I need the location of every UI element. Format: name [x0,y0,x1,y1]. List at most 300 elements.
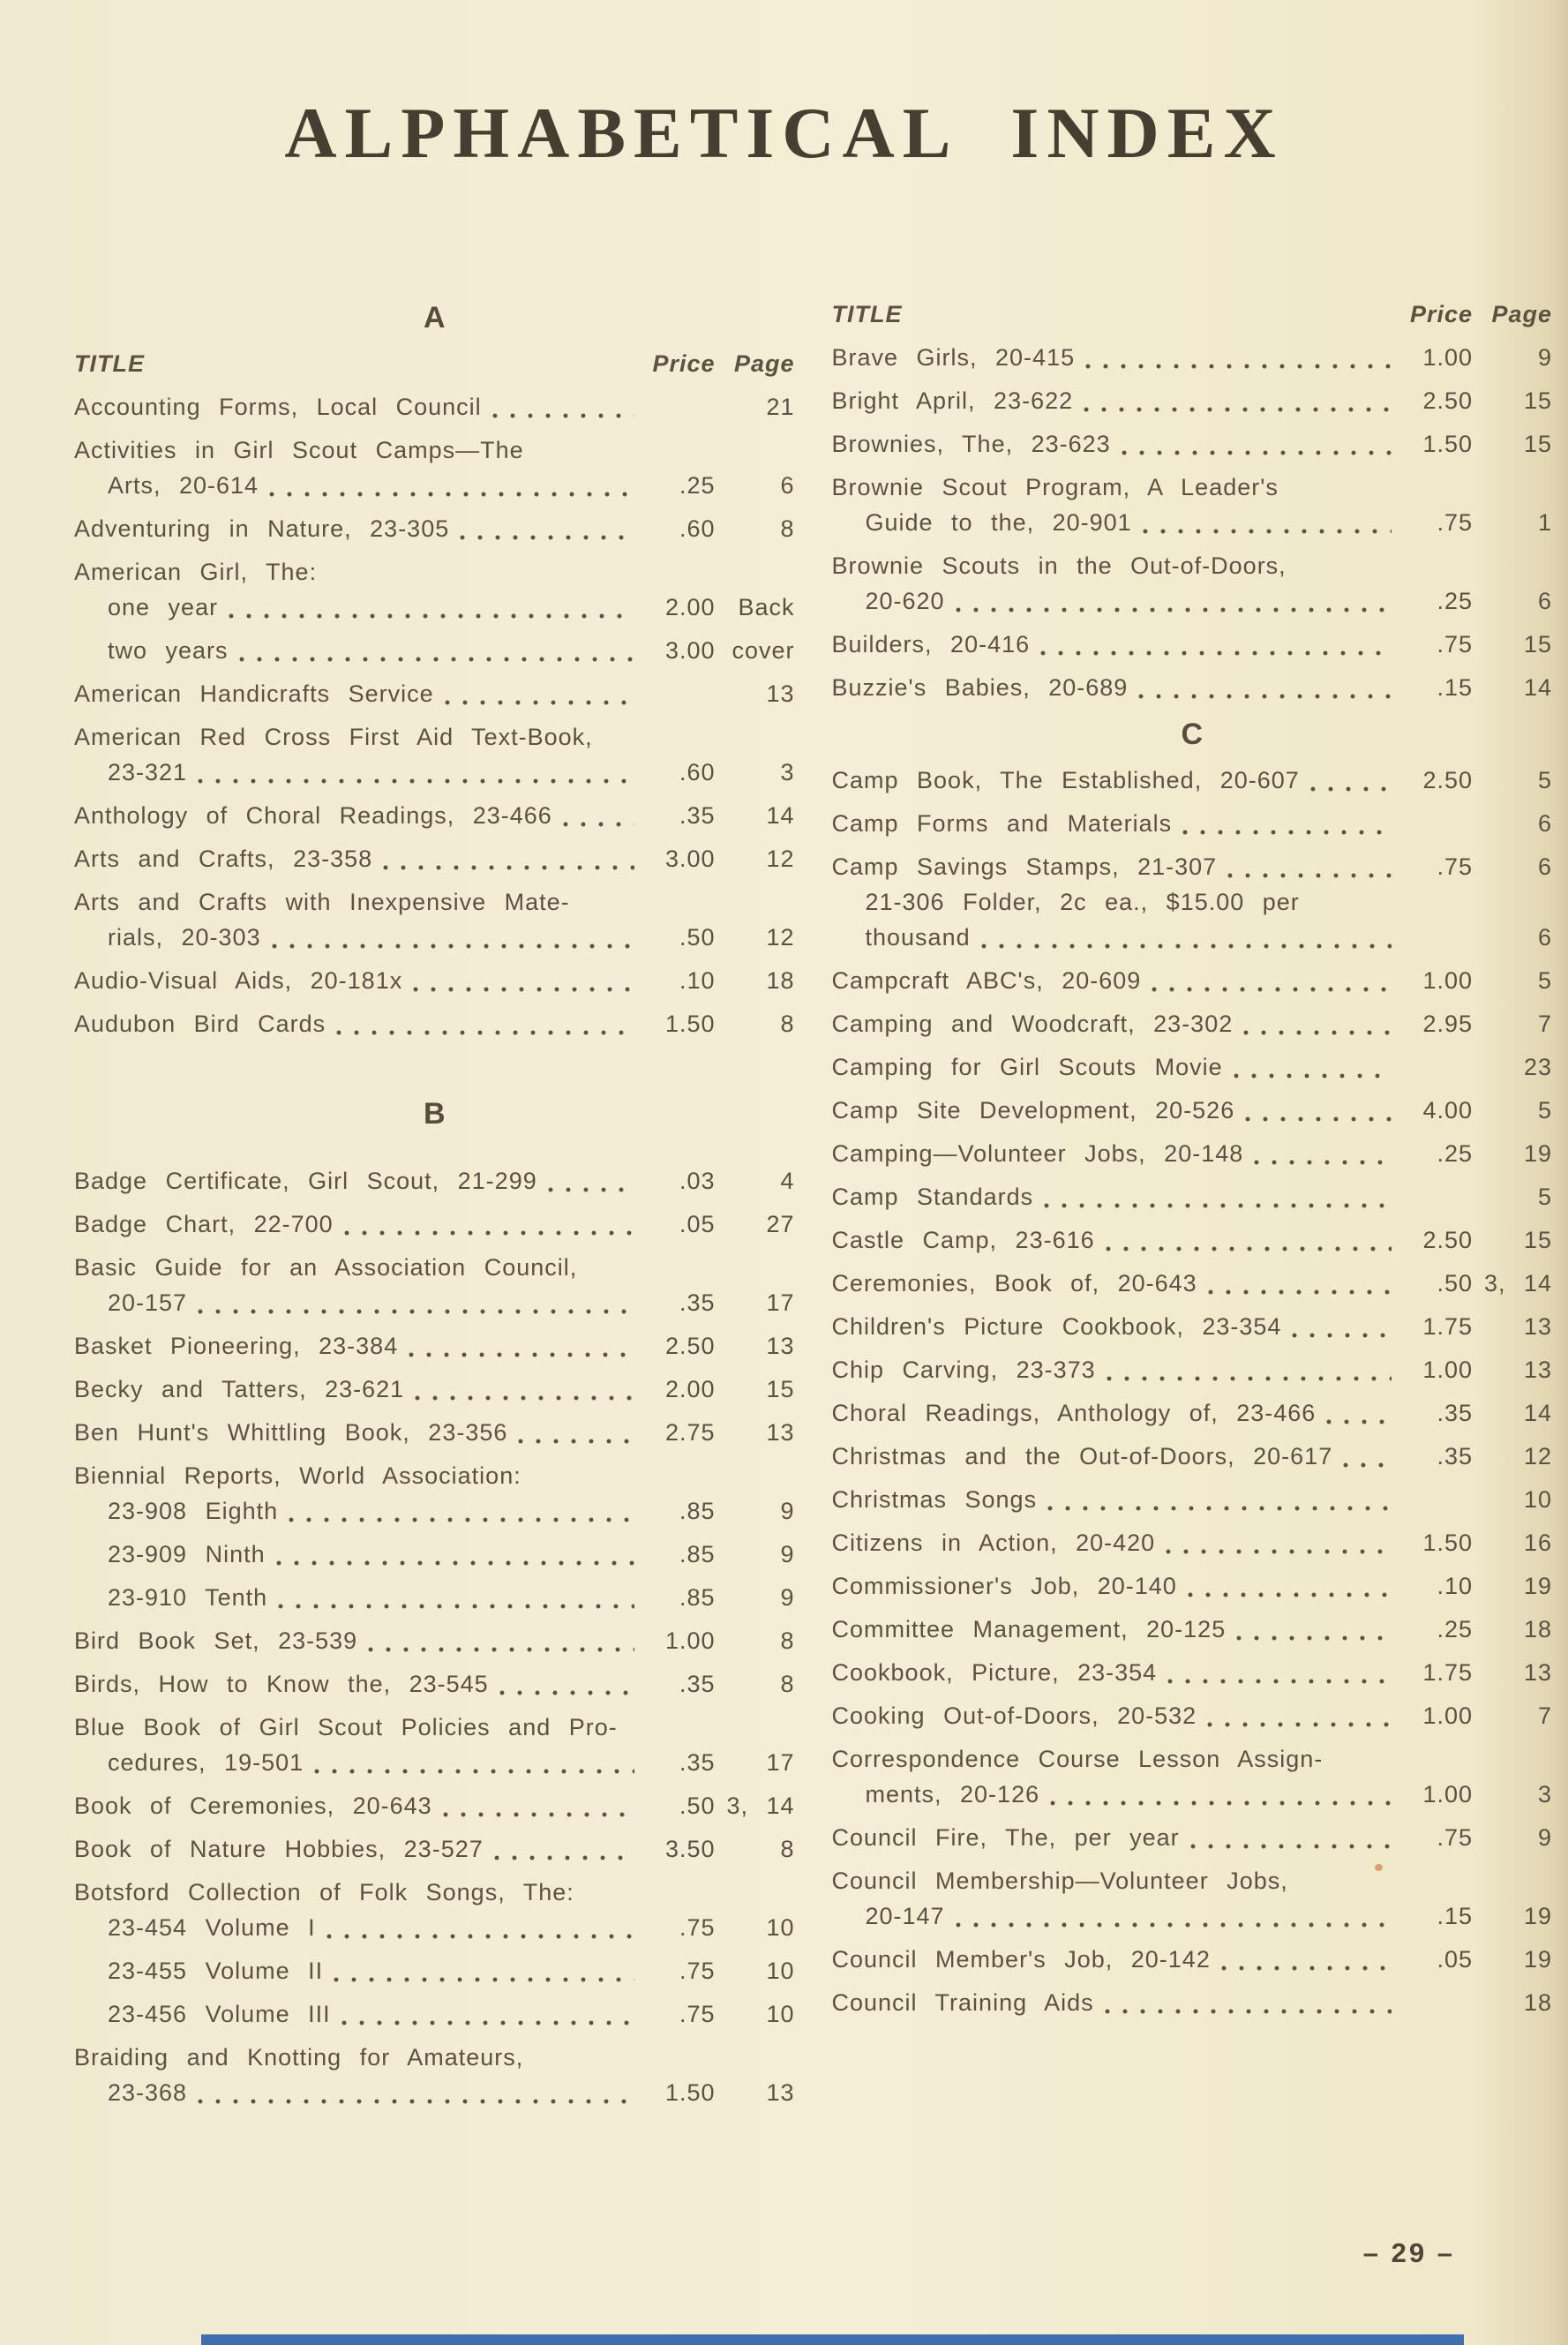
dot-leader [1326,1400,1392,1426]
entry-price: 1.50 [1422,1530,1473,1556]
entry-price: .35 [679,802,716,829]
index-entry-row [832,1354,1553,1386]
index-entry-row [74,1833,795,1865]
index-entry-row [74,1668,795,1700]
index-entry-heading [74,556,795,588]
entry-price: .10 [1437,1573,1473,1599]
dot-leader [314,1749,634,1776]
index-entry-row [832,965,1553,996]
entry-title: 23-909 Ninth [108,1541,266,1567]
entry-page: 17 [766,1289,795,1316]
entry-title: Brave Girls, 20-415 [831,344,1076,371]
index-entry-row [74,1790,795,1822]
index-entry-row [74,2077,795,2108]
dot-leader [409,1333,634,1359]
entry-page: 6 [1537,853,1552,880]
dot-leader [1182,810,1392,837]
index-entry-row [832,1484,1553,1515]
entry-page: 9 [780,1541,795,1567]
entry-title: Arts and Crafts with Inexpensive Mate- [74,889,570,915]
entry-title: Birds, How to Know the, 23-545 [74,1671,489,1697]
entry-title: Book of Ceremonies, 20-643 [74,1793,432,1819]
index-entry-row [74,1165,795,1197]
entry-title: Badge Certificate, Girl Scout, 21-299 [74,1168,537,1194]
index-entry-row [74,678,795,710]
entry-title: Audubon Bird Cards [74,1011,326,1037]
index-entry-heading [74,721,795,753]
index-entry-row [832,1778,1553,1810]
entry-title: Camp Site Development, 20-526 [831,1097,1235,1124]
entry-price: .35 [1437,1400,1473,1426]
entry-title: Council Fire, The, per year [831,1824,1180,1851]
entry-price: .75 [1437,853,1473,880]
entry-page: 19 [1523,1903,1552,1929]
entry-page: 19 [1523,1946,1552,1973]
dot-leader [272,924,634,951]
entry-title: Citizens in Action, 20-420 [831,1530,1156,1556]
page-title: ALPHABETICAL INDEX [284,93,1284,173]
entry-page: 13 [1523,1357,1552,1383]
index-entry-row [832,921,1553,953]
index-entry-row [832,1657,1553,1688]
index-entry-heading [832,471,1553,503]
entry-page: 4 [780,1168,795,1194]
entry-price: .50 [679,924,716,951]
entry-price: .25 [1437,1140,1473,1167]
entry-title: rials, 20-303 [108,924,261,951]
column-header-page: Page [1491,301,1552,327]
entry-price: 3.50 [664,1836,716,1862]
entry-price: 1.00 [664,1627,716,1654]
entry-price: 4.00 [1422,1097,1473,1124]
index-entry-row [832,1822,1553,1853]
index-entry-row [832,808,1553,839]
entry-page: 7 [1537,1011,1552,1037]
entry-price: .25 [679,472,716,499]
dot-leader [1221,1946,1392,1973]
section-letter-A: A [423,301,446,334]
dot-leader [492,394,634,420]
entry-page: 10 [766,1914,795,1941]
entry-price: .75 [1437,1824,1473,1851]
index-entry-row [74,921,795,953]
page-number: – 29 – [1362,2237,1455,2268]
index-entry-row [832,1181,1553,1213]
dot-leader [1085,344,1392,371]
entry-price: .35 [679,1289,716,1316]
entry-title: Adventuring in Nature, 23-305 [74,515,450,542]
dot-leader [913,301,1392,327]
entry-page: 14 [1523,1400,1552,1426]
index-entry-row [74,1625,795,1657]
index-entry-row [74,756,795,788]
entry-title: 20-147 [865,1903,945,1929]
entry-title: Camp Book, The Established, 20-607 [831,767,1300,793]
entry-price: 1.00 [1422,344,1473,371]
entry-page: 13 [1523,1313,1552,1340]
entry-page: Back [738,594,795,620]
index-entry-heading [74,886,795,918]
index-entry-row [74,1998,795,2030]
entry-title: Blue Book of Girl Scout Policies and Pro- [74,1714,618,1740]
entry-title: Brownies, The, 23-623 [831,431,1111,457]
entry-title: Builders, 20-416 [831,631,1031,658]
dot-leader [1044,1184,1392,1210]
index-entry-row [832,1700,1553,1732]
entry-page: 18 [766,967,795,994]
entry-title: Commissioner's Job, 20-140 [831,1573,1177,1599]
dot-leader [1105,1989,1392,2016]
entry-page: 13 [766,2079,795,2106]
entry-title: Camp Forms and Materials [831,810,1173,837]
dot-leader [344,1211,634,1237]
dot-leader [1152,967,1392,994]
dot-leader [981,924,1392,951]
dot-leader [368,1627,634,1654]
dot-leader [1236,1616,1392,1642]
index-entry-row [74,635,795,666]
index-entry-row [74,1538,795,1570]
index-entry-row [74,591,795,623]
entry-page: 9 [1537,344,1552,371]
entry-title: Basic Guide for an Association Council, [74,1254,578,1281]
entry-title: Camping for Girl Scouts Movie [831,1054,1223,1080]
entry-page: 12 [766,846,795,872]
index-entry-row [74,1330,795,1362]
entry-price: .75 [679,1914,716,1941]
entry-page: 19 [1523,1140,1552,1167]
dot-leader [278,1584,634,1611]
entry-page: 7 [1537,1702,1552,1729]
index-entry-row [74,1417,795,1448]
entry-page: 9 [780,1498,795,1524]
entry-title: Biennial Reports, World Association: [74,1462,521,1489]
entry-title: 23-455 Volume II [108,1958,324,1984]
section-letter-C: C [1181,718,1204,751]
index-entry-row [832,507,1553,538]
entry-price: 2.00 [664,594,716,620]
index-entry-heading [74,1876,795,1908]
entry-title: Children's Picture Cookbook, 23-354 [831,1313,1282,1340]
entry-page: 9 [1537,1824,1552,1851]
dot-leader [1122,431,1392,457]
entry-title: cedures, 19-501 [108,1749,304,1776]
entry-price: .10 [679,967,716,994]
entry-price: 1.75 [1422,1659,1473,1686]
index-entry-heading [832,886,1553,918]
entry-title: Botsford Collection of Folk Songs, The: [74,1879,574,1905]
entry-price: 2.50 [1422,767,1473,793]
entry-page: 10 [766,2001,795,2027]
entry-page: 6 [1537,924,1552,951]
index-entry-row [74,965,795,996]
entry-title: Arts and Crafts, 23-358 [74,846,373,872]
index-entry-heading [832,1865,1553,1897]
dot-leader [445,680,634,707]
entry-page: 5 [1537,967,1552,994]
entry-title: 20-157 [108,1289,188,1316]
index-entry-row [832,1224,1553,1256]
entry-price: .75 [1437,509,1473,536]
index-entry-heading [74,1711,795,1743]
entry-page: 8 [780,1671,795,1697]
index-columns [0,298,1568,2120]
entry-price: .50 [1437,1270,1473,1297]
dot-leader [548,1168,634,1194]
entry-page: 6 [1537,810,1552,837]
dot-leader [155,350,634,377]
column-header-title: TITLE [74,350,145,377]
index-entry-row [74,513,795,545]
dot-leader [341,2001,634,2027]
index-entry-row [74,391,795,423]
entry-price: 2.50 [1422,387,1473,414]
dot-leader [956,1903,1392,1929]
entry-price: 2.50 [1422,1227,1473,1253]
dot-leader [1107,1357,1392,1383]
entry-price: 1.50 [664,2079,716,2106]
entry-page: 19 [1523,1573,1552,1599]
dot-leader [1166,1530,1392,1556]
entry-price: 2.75 [664,1419,716,1446]
entry-title: American Girl, The: [74,559,318,585]
entry-title: Bright April, 23-622 [831,387,1074,414]
right-column [832,298,1553,2030]
entry-price: .05 [1437,1946,1473,1973]
entry-title: 20-620 [865,588,945,614]
entry-title: Committee Management, 20-125 [831,1616,1227,1642]
dot-leader [1245,1097,1392,1124]
left-column [74,298,795,2120]
index-entry-row [74,843,795,875]
dot-leader [1143,509,1392,536]
entry-title: Arts, 20-614 [108,472,259,499]
entry-title: Camp Standards [831,1184,1034,1210]
entry-title: Correspondence Course Lesson Assign- [831,1746,1324,1772]
entry-page: 5 [1537,1097,1552,1124]
index-entry-row [74,1912,795,1943]
column-header-price: Price [652,350,716,377]
entry-title: Braiding and Knotting for Amateurs, [74,2044,524,2071]
dot-leader [518,1419,634,1446]
entry-page: 8 [780,1836,795,1862]
dot-leader [198,2079,634,2106]
dot-leader [956,588,1392,614]
entry-title: Activities in Girl Scout Camps—The [74,437,524,463]
entry-page: 10 [766,1958,795,1984]
entry-title: thousand [865,924,971,951]
entry-page: 8 [780,1011,795,1037]
entry-title: Christmas Songs [831,1486,1038,1513]
dot-leader [229,594,634,620]
entry-price: 1.50 [664,1011,716,1037]
entry-title: Brownie Scout Program, A Leader's [831,474,1279,500]
column-header-page: Page [733,350,795,377]
entry-price: .75 [679,1958,716,1984]
entry-page: 3 [780,759,795,785]
entry-price: 1.00 [1422,1357,1473,1383]
dot-leader [1050,1781,1392,1808]
entry-page: 12 [766,924,795,951]
entry-page: 14 [1523,674,1552,701]
entry-page: 27 [766,1211,795,1237]
scanner-bed-edge [201,2334,1464,2345]
entry-title: two years [108,637,229,664]
index-entry-row [832,1397,1553,1429]
index-entry-row [832,1527,1553,1559]
dot-leader [1343,1443,1392,1469]
entry-page: 5 [1537,1184,1552,1210]
entry-title: 23-321 [108,759,188,785]
index-entry-row [832,1613,1553,1645]
entry-price: .25 [1437,1616,1473,1642]
entry-title: Chip Carving, 23-373 [831,1357,1096,1383]
entry-title: Camping and Woodcraft, 23-302 [831,1011,1234,1037]
dot-leader [443,1793,634,1819]
dot-leader [1167,1659,1392,1686]
dot-leader [198,1289,634,1316]
index-entry-row [832,1008,1553,1040]
entry-title: Brownie Scouts in the Out-of-Doors, [831,552,1287,579]
dot-leader [1310,767,1392,793]
entry-page: 13 [1523,1659,1552,1686]
dot-leader [1106,1227,1392,1253]
entry-title: Cooking Out-of-Doors, 20-532 [831,1702,1197,1729]
index-entry-row [74,1373,795,1405]
dot-leader [1138,674,1392,701]
entry-price: .03 [679,1168,716,1194]
entry-price: 1.75 [1422,1313,1473,1340]
entry-price: 3.00 [664,637,716,664]
index-entry-row [74,1008,795,1040]
index-entry-heading [832,550,1553,582]
index-entry-row [74,1287,795,1319]
entry-price: .15 [1437,674,1473,701]
entry-price: .15 [1437,1903,1473,1929]
entry-price: .75 [1437,631,1473,658]
entry-page: 9 [780,1584,795,1611]
entry-title: Accounting Forms, Local Council [74,394,482,420]
index-entry-row [74,470,795,501]
entry-title: ments, 20-126 [865,1781,1040,1808]
entry-price: 1.50 [1422,431,1473,457]
entry-price: 1.00 [1422,967,1473,994]
entry-title: 23-368 [108,2079,188,2106]
entry-price: 2.95 [1422,1011,1473,1037]
dot-leader [383,846,634,872]
index-entry-row [74,1955,795,1987]
dot-leader [336,1011,634,1037]
entry-page: 3, 14 [726,1793,795,1819]
index-entry-row [74,1495,795,1527]
dot-leader [198,759,634,785]
index-entry-heading [74,1251,795,1283]
entry-title: Castle Camp, 23-616 [831,1227,1095,1253]
entry-page: 23 [1523,1054,1552,1080]
entry-price: .50 [679,1793,716,1819]
dot-leader [239,637,634,664]
index-entry-row [832,1051,1553,1083]
entry-title: 23-454 Volume I [108,1914,316,1941]
entry-page: 17 [766,1749,795,1776]
column-header [74,348,795,380]
entry-page: 6 [1537,588,1552,614]
index-entry-row [832,764,1553,796]
entry-title: 21-306 Folder, 2c ea., $15.00 per [865,889,1300,915]
entry-price: .35 [1437,1443,1473,1469]
entry-title: Ben Hunt's Whittling Book, 23-356 [74,1419,508,1446]
dot-leader [289,1498,634,1524]
entry-title: Council Membership—Volunteer Jobs, [831,1868,1288,1894]
entry-page: 18 [1523,1989,1552,2016]
dot-leader [1243,1011,1392,1037]
index-entry-row [832,1570,1553,1602]
index-entry-row [832,585,1553,617]
entry-page: 5 [1537,767,1552,793]
entry-price: .60 [679,515,716,542]
entry-price: 2.50 [664,1333,716,1359]
dot-leader [1234,1054,1392,1080]
entry-page: 8 [780,515,795,542]
entry-title: Badge Chart, 22-700 [74,1211,334,1237]
entry-price: 3.00 [664,846,716,872]
index-entry-row [832,672,1553,703]
entry-title: 23-910 Tenth [108,1584,268,1611]
dot-leader [413,967,634,994]
column-header-price: Price [1409,301,1473,327]
entry-page: 21 [766,394,795,420]
entry-page: 15 [766,1376,795,1402]
entry-title: Bird Book Set, 23-539 [74,1627,358,1654]
entry-price: .75 [679,2001,716,2027]
entry-title: Choral Readings, Anthology of, 23-466 [831,1400,1317,1426]
dot-leader [494,1836,634,1862]
entry-title: Basket Pioneering, 23-384 [74,1333,399,1359]
entry-page: cover [731,637,795,664]
entry-price: 1.00 [1422,1702,1473,1729]
entry-title: Christmas and the Out-of-Doors, 20-617 [831,1443,1333,1469]
entry-title: 23-456 Volume III [108,2001,331,2027]
entry-page: 12 [1523,1443,1552,1469]
entry-price: 2.00 [664,1376,716,1402]
index-entry-heading [74,434,795,466]
entry-price: .60 [679,759,716,785]
dot-leader [334,1958,634,1984]
index-entry-row [832,1094,1553,1126]
dot-leader [1207,1702,1392,1729]
dot-leader [1227,853,1392,880]
entry-page: 15 [1523,387,1552,414]
section-letter-B: B [423,1097,446,1131]
entry-page: 15 [1523,431,1552,457]
dot-leader [1208,1270,1392,1297]
entry-price: .35 [679,1671,716,1697]
entry-title: 23-908 Eighth [108,1498,279,1524]
dot-leader [1084,387,1392,414]
entry-title: Buzzie's Babies, 20-689 [831,674,1129,701]
entry-price: 1.00 [1422,1781,1473,1808]
entry-title: Ceremonies, Book of, 20-643 [831,1270,1197,1297]
entry-title: Anthology of Choral Readings, 23-466 [74,802,552,829]
index-entry-row [832,1267,1553,1299]
entry-page: 14 [766,802,795,829]
index-entry-row [74,1747,795,1778]
entry-title: Cookbook, Picture, 23-354 [831,1659,1158,1686]
entry-page: 15 [1523,1227,1552,1253]
index-entry-row [832,851,1553,883]
entry-page: 8 [780,1627,795,1654]
entry-page: 16 [1523,1530,1552,1556]
